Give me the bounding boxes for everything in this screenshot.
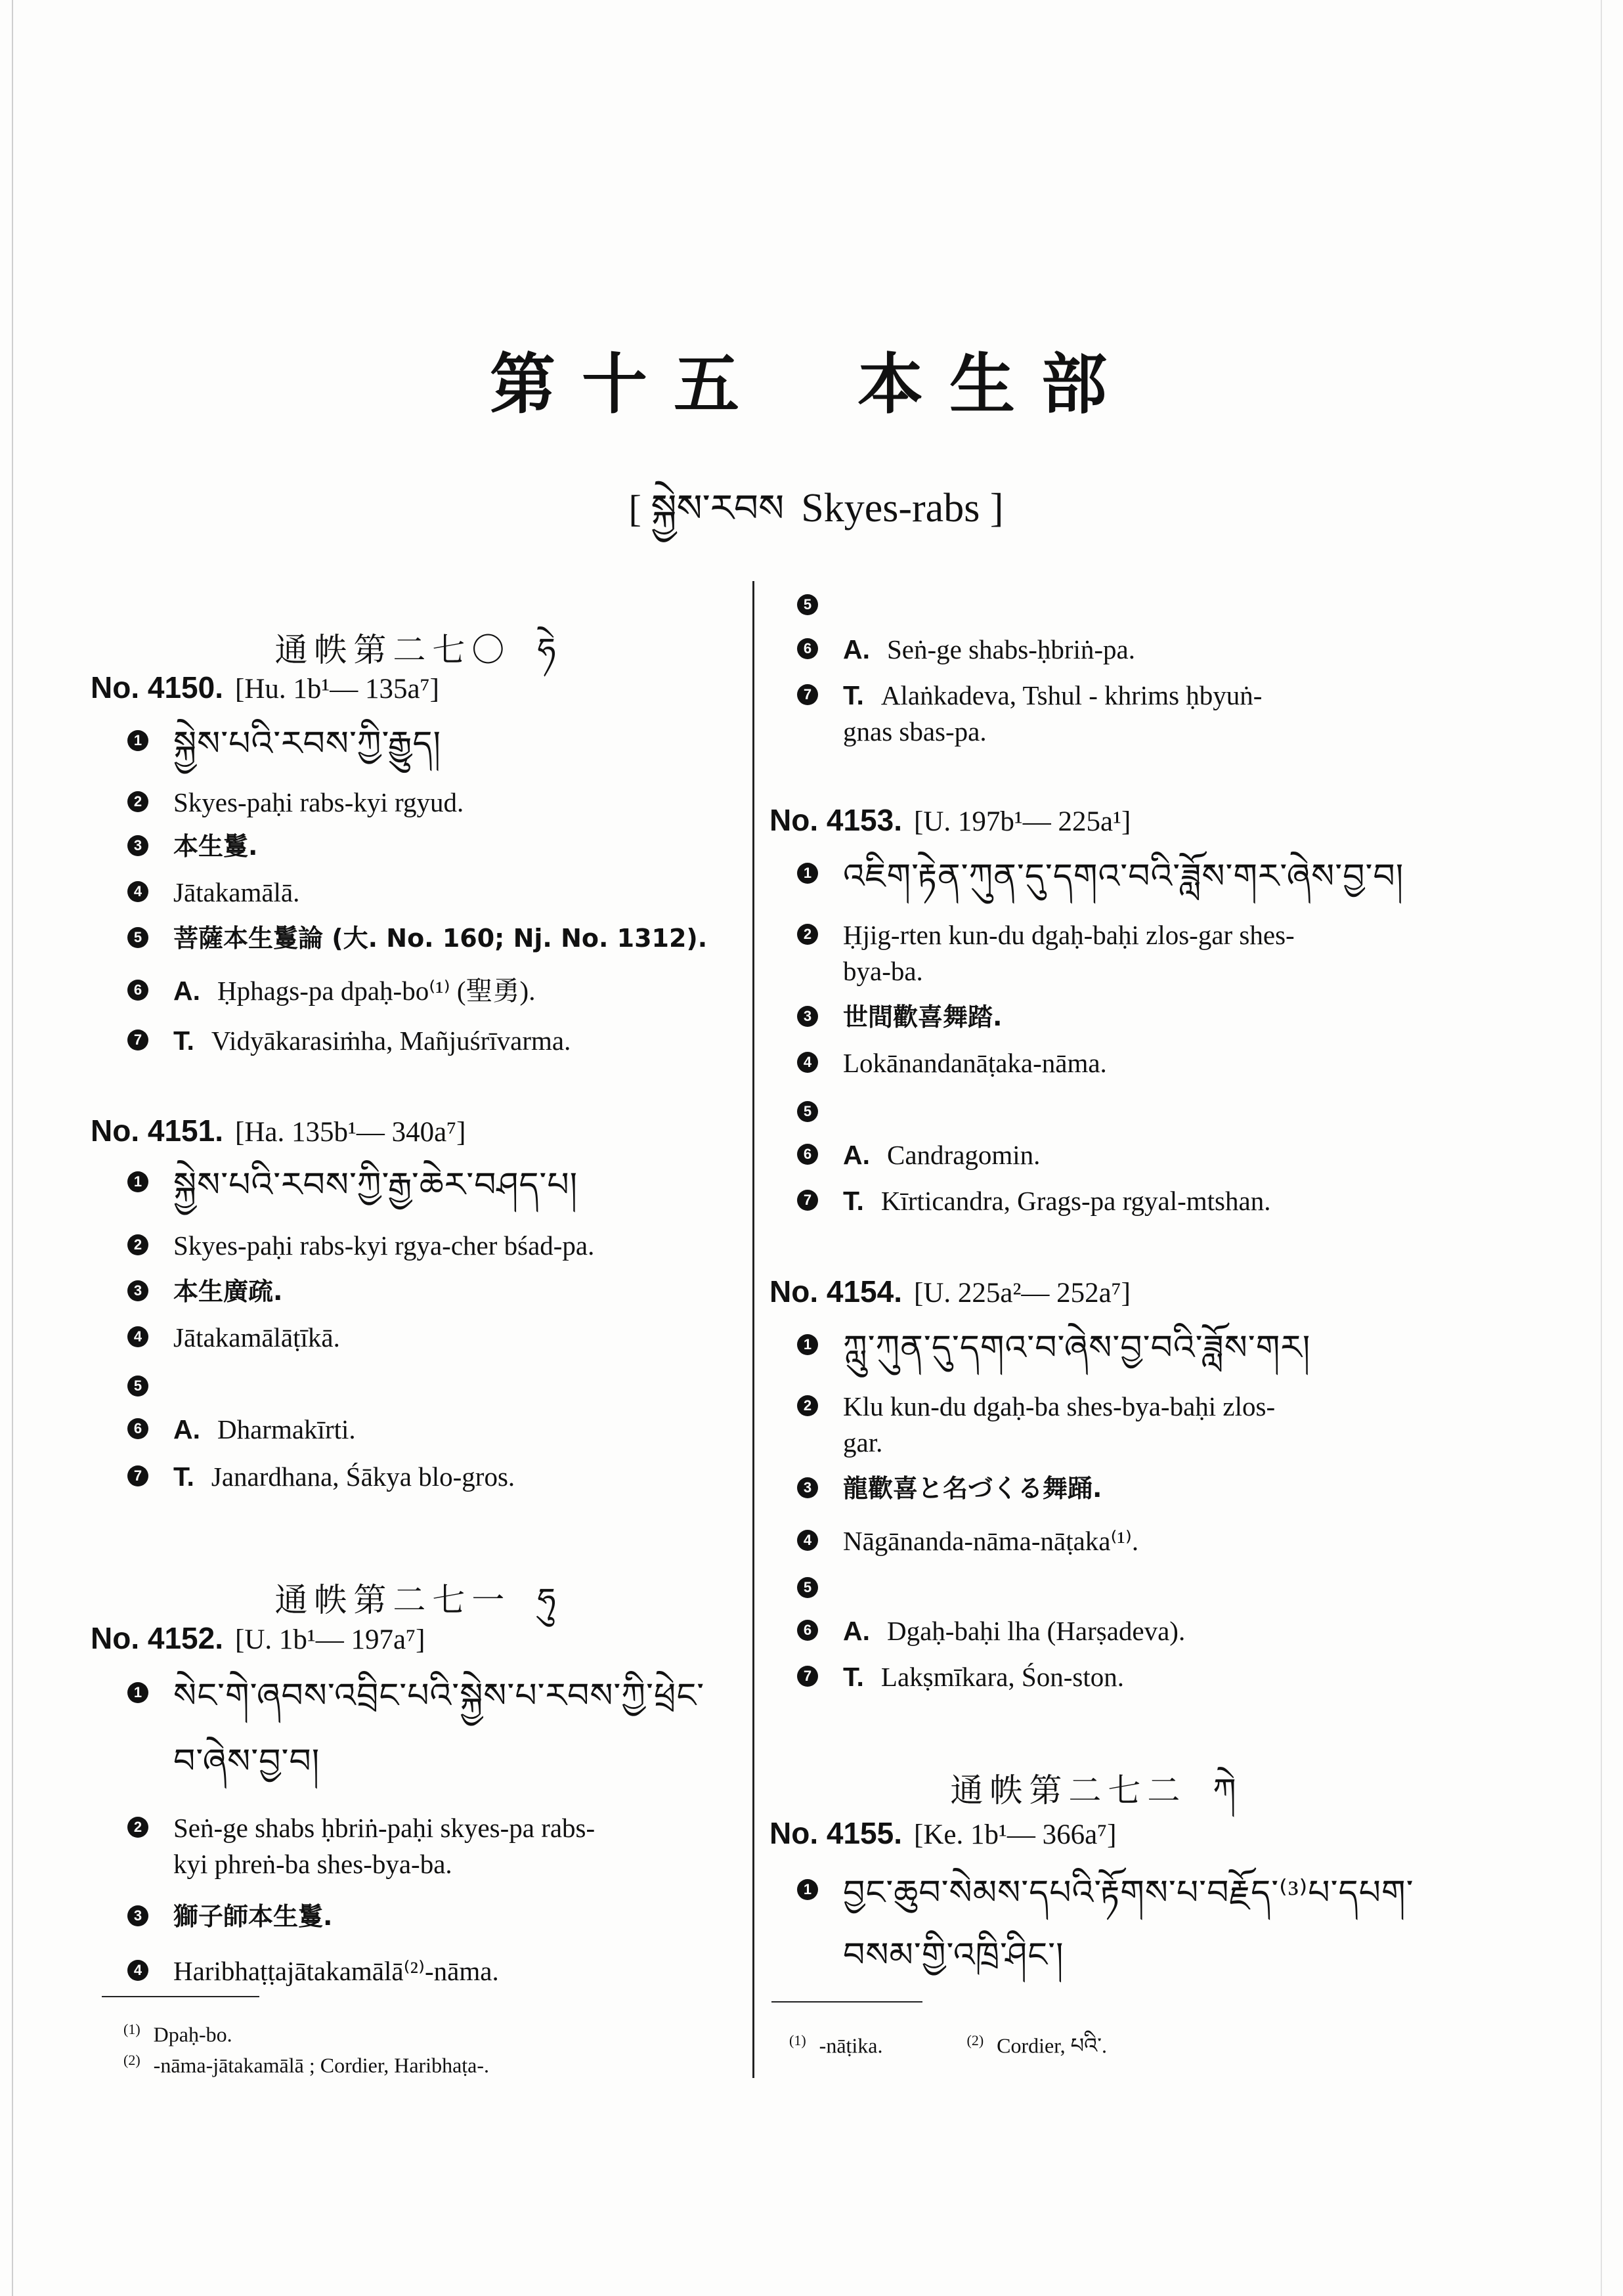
footnote: $^{(1)}$ Dpaḥ-bo. xyxy=(123,2021,232,2047)
field-author: 6 A. Ḥphags-pa dpaḥ-bo⁽¹⁾ (聖勇). xyxy=(98,973,739,1009)
field-sanskrit: 4 Jātakamālāṭīkā. xyxy=(98,1320,739,1356)
volume-mark: ཧེ xyxy=(537,631,563,669)
entry-location: [U. 1b¹— 197a⁷] xyxy=(235,1624,425,1655)
column-divider xyxy=(752,581,754,2078)
entry-header xyxy=(91,1620,731,1656)
volume-mark: ཀེ xyxy=(1213,1771,1243,1809)
field-japanese: 3 本生廣疏. xyxy=(98,1274,739,1310)
entry-number: No. 4150. xyxy=(91,670,223,704)
entry-header xyxy=(769,1274,1426,1309)
field-author: 6 A. Dgaḥ-baḥi lha (Harṣadeva). xyxy=(768,1613,1425,1649)
entry-number: No. 4153. xyxy=(769,803,902,837)
field-translator: 7 T. Janardhana, Śākya blo-gros. xyxy=(98,1459,739,1495)
field-tibetan: 1 བྱང་ཆུབ་སེམས་དཔའི་རྟོགས་པ་བརྗོད་⁽³⁾པ་དཔག་ xyxy=(768,1865,1425,1922)
footnote-row: $^{(1)}$ -nāṭika. $^{(2)}$ Cordier, པའི་. xyxy=(789,2032,1108,2058)
volume-heading: 通帙第二七〇 ཧེ xyxy=(274,631,563,669)
field-translator: 7 T. Lakṣmīkara, Śon-ston. xyxy=(768,1659,1425,1695)
entry-number: No. 4155. xyxy=(769,1816,902,1850)
field-romanized: 2 Seṅ-ge shabs ḥbriṅ-paḥi skyes-pa rabs- kyi phreṅ-ba shes-bya-ba. xyxy=(98,1810,739,1882)
field-japanese: 3 龍歡喜と名づくる舞踊. xyxy=(768,1471,1425,1507)
field-tibetan: 1 འཇིག་རྟེན་ཀུན་དུ་དགའ་བའི་ཟློས་གར་ཞེས་བྱ་བ། xyxy=(768,848,1425,906)
entry-number: No. 4151. xyxy=(91,1114,223,1148)
field-romanized: 2 Klu kun-du dgaḥ-ba shes-bya-baḥi zlos- gar. xyxy=(768,1389,1425,1461)
field-chinese: 5 菩薩本生鬘論 (大. No. 160; Nj. No. 1312). xyxy=(98,921,739,957)
field-japanese: 3 世間歡喜舞踏. xyxy=(768,999,1425,1035)
entry-header xyxy=(769,802,1426,838)
field-romanized: 2 Ḥjig-rten kun-du dgaḥ-baḥi zlos-gar shes- bya-ba. xyxy=(768,917,1425,989)
field-romanized: 2 Skyes-paḥi rabs-kyi rgyud. xyxy=(98,785,739,821)
field-tibetan: 1 སྐྱེས་པའི་རབས་ཀྱི་རྒྱུད། xyxy=(98,716,739,773)
field-translator: 7 T. Kīrticandra, Grags-pa rgyal-mtshan. xyxy=(768,1183,1425,1219)
subtitle-tibetan: [ སྐྱེས་རབས xyxy=(628,487,785,530)
footnote: $^{(2)}$ -nāma-jātakamālā ; Cordier, Haribhaṭa-. xyxy=(123,2052,490,2077)
field-author: 6 A. Dharmakīrti. xyxy=(98,1412,739,1448)
field-sanskrit: 4 Nāgānanda-nāma-nāṭaka⁽¹⁾. xyxy=(768,1523,1425,1559)
entry-number: No. 4154. xyxy=(769,1274,902,1309)
entry-header xyxy=(769,1815,1426,1851)
field-chinese-empty: 5 xyxy=(768,1094,1425,1122)
field-translator: 7 T. Vidyākarasiṁha, Mañjuśrīvarma. xyxy=(98,1023,739,1059)
field-author: 6 A. Seṅ-ge shabs-ḥbriṅ-pa. xyxy=(768,632,1425,668)
entry-location: [U. 197b¹— 225a¹] xyxy=(914,806,1131,837)
field-tibetan: 1 སྐྱེས་པའི་རབས་ཀྱི་རྒྱ་ཆེར་བཤད་པ། xyxy=(98,1157,739,1215)
entry-header xyxy=(91,1113,731,1148)
field-sanskrit: 4 Jātakamālā. xyxy=(98,875,739,911)
entry-header xyxy=(91,670,731,705)
chapter-subtitle xyxy=(0,466,1623,573)
field-tibetan: 1 སེང་གེ་ཞབས་འབྲིང་པའི་སྐྱེས་པ་རབས་ཀྱི་ཕྲེང་ xyxy=(98,1668,739,1725)
entry-location: [Ke. 1b¹— 366a⁷] xyxy=(914,1819,1117,1850)
entry-location: [Hu. 1b¹— 135a⁷] xyxy=(235,674,439,704)
footnote-rule xyxy=(771,2001,922,2003)
field-sanskrit: 4 Haribhaṭṭajātakamālā⁽²⁾-nāma. xyxy=(98,1953,739,1989)
field-chinese-empty: 5 xyxy=(98,1369,739,1397)
footnote-rule xyxy=(102,1996,259,1997)
chapter-title: 第十五 本生部 xyxy=(490,345,1133,423)
field-japanese: 3 本生鬘. xyxy=(98,829,739,865)
field-japanese: 3 獅子師本生鬘. xyxy=(98,1899,739,1935)
field-author: 6 A. Candragomin. xyxy=(768,1137,1425,1173)
field-chinese-empty: 5 xyxy=(768,588,1425,615)
entry-location: [Ha. 135b¹— 340a⁷] xyxy=(235,1117,466,1148)
field-tibetan: 1 ཀླུ་ཀུན་དུ་དགའ་བ་ཞེས་བྱ་བའི་ཟློས་གར། xyxy=(768,1320,1425,1377)
subtitle-romanized: Skyes-rabs ] xyxy=(801,486,1004,531)
volume-mark: ཧུ xyxy=(537,1581,563,1619)
entry-location: [U. 225a²— 252a⁷] xyxy=(914,1278,1131,1309)
entry-number: No. 4152. xyxy=(91,1621,223,1655)
volume-heading: 通帙第二七一 ཧུ xyxy=(274,1581,563,1619)
field-tibetan-cont: བསམ་གྱི་འཁྲི་ཤིང་། xyxy=(843,1937,1064,1974)
field-translator: 7 T. Alaṅkadeva, Tshul - khrims ḥbyuṅ- gnas sbas-pa. xyxy=(768,678,1425,750)
field-sanskrit: 4 Lokānandanāṭaka-nāma. xyxy=(768,1045,1425,1081)
volume-heading: 通帙第二七二 ཀེ xyxy=(950,1771,1243,1809)
field-chinese-empty: 5 xyxy=(768,1570,1425,1598)
field-romanized: 2 Skyes-paḥi rabs-kyi rgya-cher bśad-pa. xyxy=(98,1228,739,1264)
field-tibetan-cont: བ་ཞེས་བྱ་བ། xyxy=(173,1743,320,1781)
